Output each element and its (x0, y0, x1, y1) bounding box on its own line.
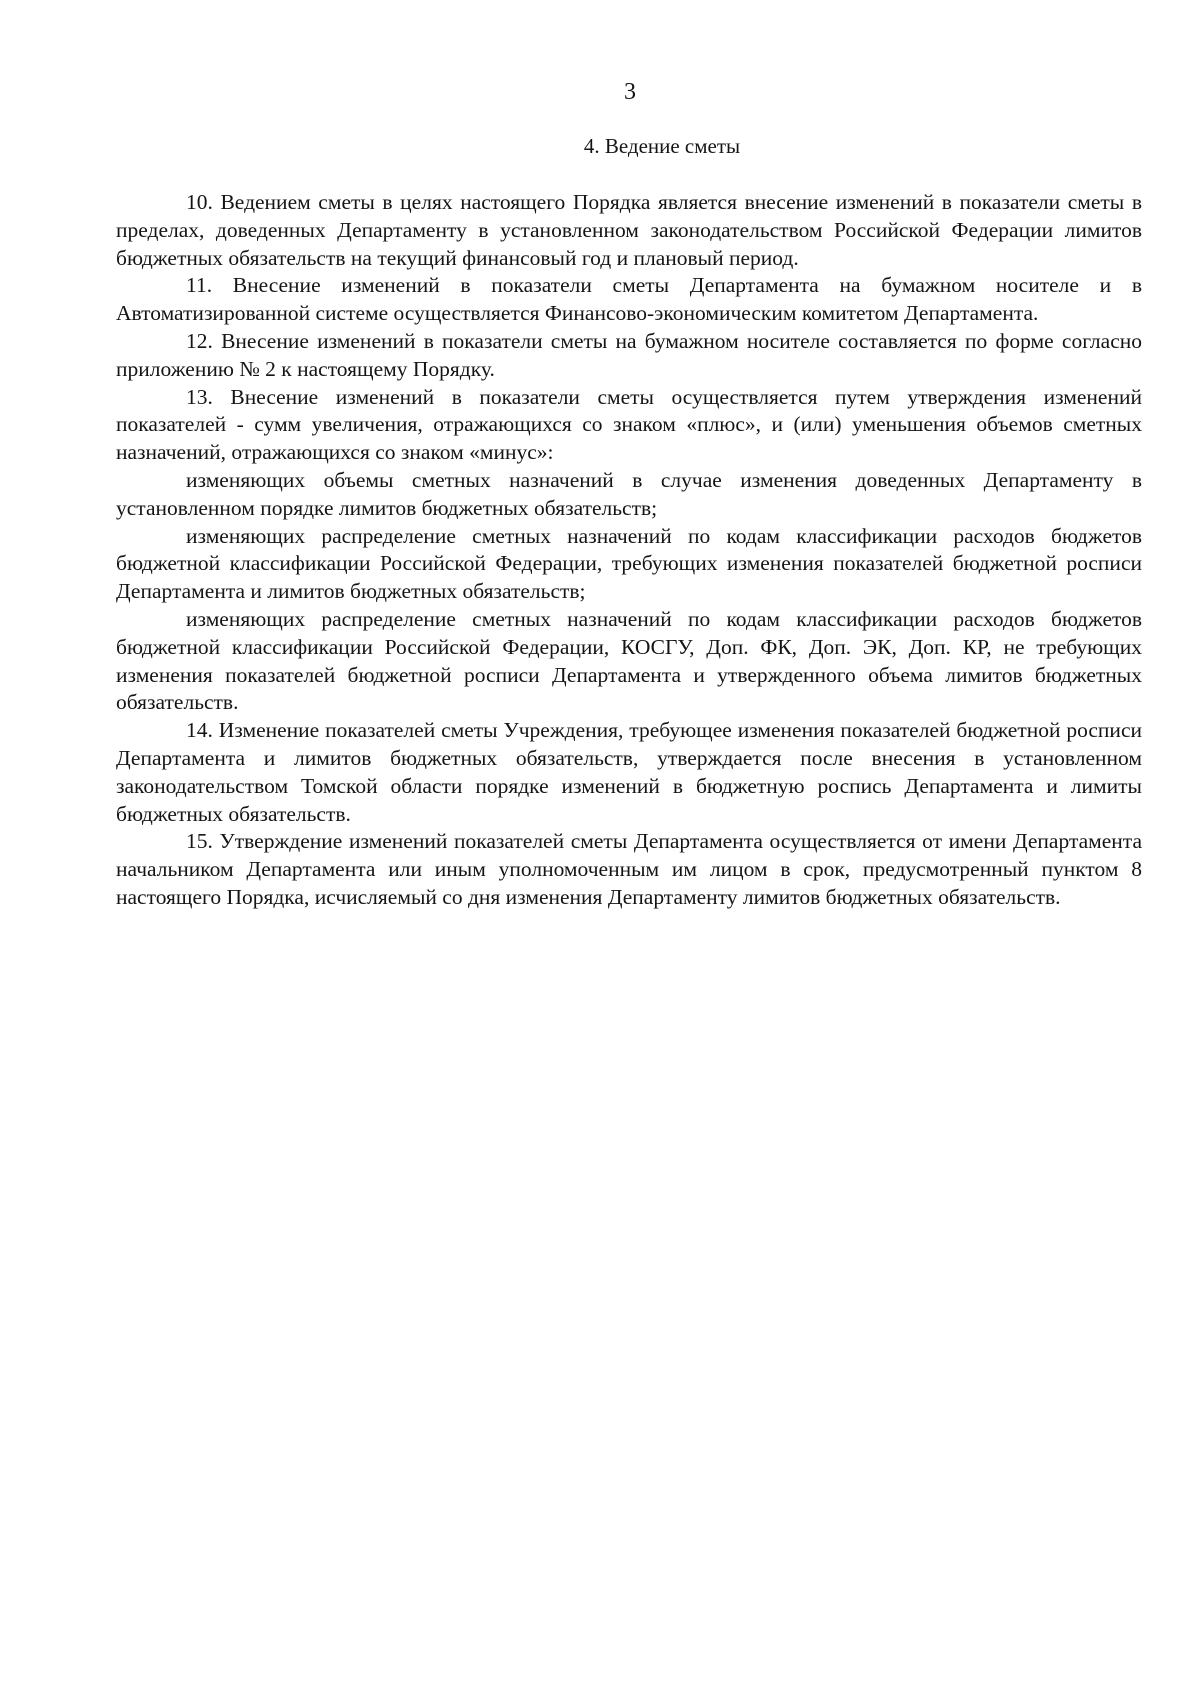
paragraph-13-item-3: изменяющих распределение сметных назначений по кодам классификации расходов бюджетов бюджетной классификации Российской Федерации, КОСГУ, Доп. ФК, Доп. ЭК, Доп. КР, не требующих изменения показателей бюджетной росписи Департамента и утвержденного объема лимитов бюджетных обязательств. (116, 606, 1142, 715)
paragraph-11: 11. Внесение изменений в показатели сметы Департамента на бумажном носителе и в Автоматизированной системе осуществляется Финансово-экономическим комитетом Департамента. (116, 273, 1142, 326)
paragraph-13-item-1: изменяющих объемы сметных назначений в случае изменения доведенных Департаменту в установленном порядке лимитов бюджетных обязательств; (116, 467, 1142, 520)
paragraph-10: 10. Ведением сметы в целях настоящего Порядка является внесение изменений в показатели сметы в пределах, доведенных Департаменту в установленном законодательством Российской Федерации лимитов бюджетных обязательств на текущий финансовый год и плановый период. (116, 190, 1142, 270)
paragraph-13-item-2: изменяющих распределение сметных назначений по кодам классификации расходов бюджетов бюджетной классификации Российской Федерации, требующих изменения показателей бюджетной росписи Департамента и лимитов бюджетных обязательств; (116, 523, 1142, 604)
paragraph-15: 15. Утверждение изменений показателей сметы Департамента осуществляется от имени Департамента начальником Департамента или иным уполномоченным им лицом в срок, предусмотренный пунктом 8 настоящего Порядка, исчисляемый со дня изменения Департаменту лимитов бюджетных обязательств. (116, 829, 1142, 909)
section-title: 4. Ведение сметы (583, 134, 741, 158)
paragraph-14: 14. Изменение показателей сметы Учреждения, требующее изменения показателей бюджетной росписи Департамента и лимитов бюджетных обязательств, утверждается после внесения в установленном законодательством Томской области порядке изменений в бюджетную роспись Департамента и лимиты бюджетных обязательств. (116, 718, 1142, 826)
paragraph-13: 13. Внесение изменений в показатели сметы осуществляется путем утверждения изменений показателей - сумм увеличения, отражающихся со знаком «плюс», и (или) уменьшения объемов сметных назначений, отражающихся со знаком «минус»: (116, 384, 1142, 465)
page-number: 3 (624, 79, 636, 105)
paragraph-12: 12. Внесение изменений в показатели сметы на бумажном носителе составляется по форме согласно приложению № 2 к настоящему Порядку. (116, 328, 1142, 381)
document-body (116, 189, 1142, 912)
